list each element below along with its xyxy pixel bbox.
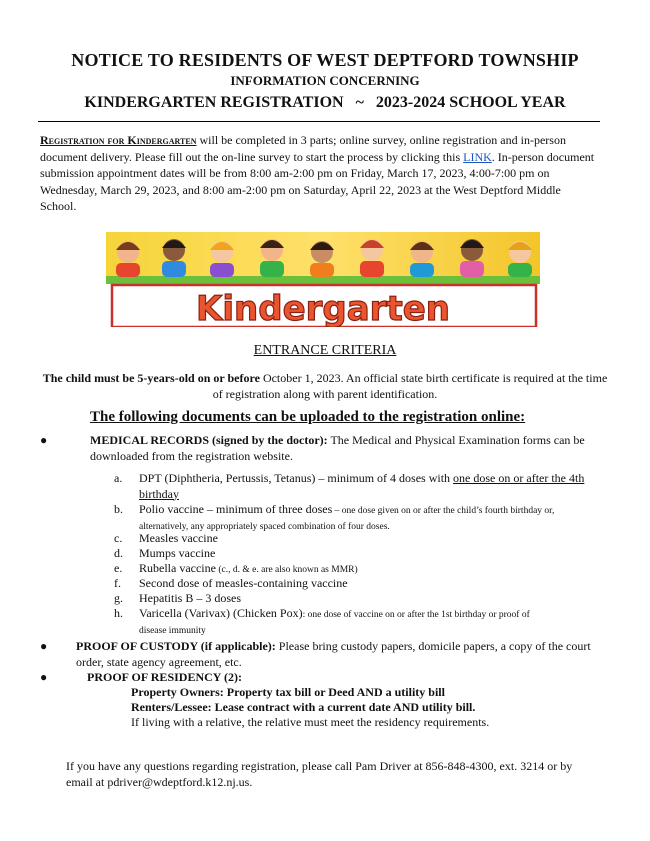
banner-word: Kindergarten	[196, 289, 450, 327]
residency-owners: Property Owners: Property tax bill or Deed AND a utility bill	[131, 685, 445, 699]
residency-relative: If living with a relative, the relative must meet the residency requirements.	[131, 715, 490, 729]
survey-link[interactable]: LINK	[463, 149, 492, 164]
vaccine-item-dpt: DPT (Diphtheria, Pertussis, Tetanus) – minimum of 4 doses with one dose on or after the 4th birthday	[139, 471, 585, 501]
criteria-rest: October 1, 2023. An official state birth certificate is required at the time of registration along with parent identification.	[212, 371, 608, 401]
children-illustration	[116, 239, 532, 277]
intro-text-2: . In-person document submission appointment dates will be from 8:00 am-2:00 pm on Friday, March 17, 2023, 4:00-7:00 pm on Wednesday, March 29, 2023, and 8:00 am-2:00 pm on Saturday, April 22, 2023 at the West Deptford Middle School.	[40, 149, 595, 213]
vaccine-letter: e.	[114, 561, 123, 575]
intro-lead: Registration for Kindergarten	[40, 133, 197, 147]
registration-title: KINDERGARTEN REGISTRATION ~ 2023-2024 SCHOOL YEAR	[84, 94, 566, 111]
residency-label: PROOF OF RESIDENCY (2):	[87, 670, 242, 684]
notice-subtitle: INFORMATION CONCERNING	[230, 73, 420, 88]
vaccine-letter: h.	[114, 606, 123, 620]
entrance-criteria-heading: ENTRANCE CRITERIA	[253, 343, 397, 358]
vaccine-letter: g.	[114, 591, 123, 605]
intro-paragraph	[40, 132, 600, 215]
intro-text-1: will be completed in 3 parts; online survey, online registration and in-person document delivery. Please fill out the on-line survey to start the process by clicking this	[40, 133, 566, 164]
kindergarten-banner-image	[106, 232, 540, 327]
bullet-residency: ●	[40, 670, 48, 684]
age-requirement: The child must be 5-years-old on or before	[42, 371, 260, 385]
title-divider	[38, 121, 600, 122]
vaccine-item-mumps: Mumps vaccine	[139, 546, 216, 560]
vaccine-item-measles: Measles vaccine	[139, 531, 218, 545]
contact-info: If you have any questions regarding registration, please call Pam Driver at 856-848-4300, ext. 3214 or by email at pdriver@wdeptford.k12.nj.us.	[66, 759, 573, 789]
medical-records-item	[90, 433, 600, 464]
vaccine-item-hepatitis: Hepatitis B – 3 doses	[139, 591, 241, 605]
medical-label: MEDICAL RECORDS (signed by the doctor):	[90, 433, 328, 447]
entrance-criteria-text	[40, 371, 610, 402]
vaccine-letter: b.	[114, 502, 123, 516]
medical-text: The Medical and Physical Examination forms can be downloaded from the registration website.	[90, 433, 585, 463]
custody-item	[76, 639, 601, 670]
vaccine-item-rubella: Rubella vaccine (c., d. & e. are also known as MMR)	[139, 561, 358, 575]
residency-renters: Renters/Lessee: Lease contract with a current date AND utility bill.	[131, 700, 476, 714]
vaccine-letter: c.	[114, 531, 123, 545]
vaccine-letter: a.	[114, 471, 123, 485]
bullet-medical: ●	[40, 433, 48, 447]
vaccine-letter: f.	[114, 576, 121, 590]
bullet-custody: ●	[40, 639, 48, 653]
vaccine-item-varicella: Varicella (Varivax) (Chicken Pox): one dose of vaccine on or after the 1st birthday or proof of disease immunity	[139, 606, 530, 636]
notice-title: NOTICE TO RESIDENTS OF WEST DEPTFORD TOWNSHIP	[71, 50, 579, 70]
vaccine-letter: d.	[114, 546, 123, 560]
documents-heading: The following documents can be uploaded to the registration online:	[90, 409, 526, 425]
custody-text: Please bring custody papers, domicile papers, a copy of the court order, state agency agreement, etc.	[76, 639, 591, 669]
vaccine-item-measles-second: Second dose of measles-containing vaccine	[139, 576, 348, 590]
custody-label: PROOF OF CUSTODY (if applicable):	[76, 639, 276, 653]
vaccine-item-polio: Polio vaccine – minimum of three doses – one dose given on or after the child’s fourth birthday or, alternatively, any appropriately spaced combination of four doses.	[139, 502, 555, 532]
